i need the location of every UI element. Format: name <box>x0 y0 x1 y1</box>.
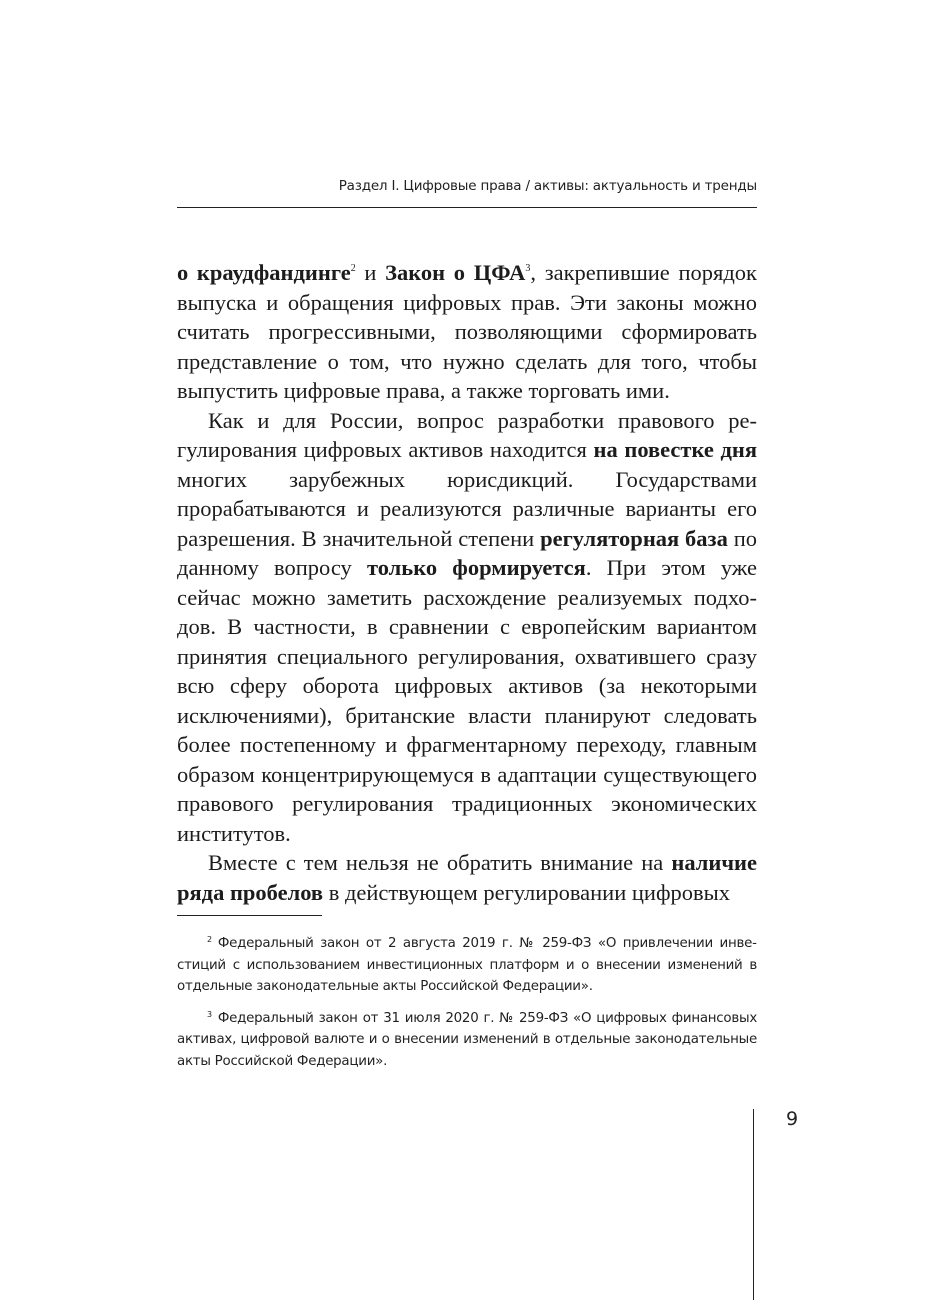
footnote-text: Федеральный закон от 2 августа 2019 г. № 259-ФЗ «О привлечении инвестиций с использованием инвестиционных платформ и о внесении изменений в отдельные законодательные акты Российской Федерации». <box>177 936 757 994</box>
running-header: Раздел I. Цифровые права / активы: актуальность и тренды <box>338 178 757 194</box>
footnote-mark: 2 <box>207 935 212 944</box>
text-run: . При этом уже сейчас можно заметить расхождение реализуемых подходов. В частности, в сравнении с европейским вариантом принятия специального регулирования, охватившего сразу всю сферу оборота цифровых активов (за некоторыми исключениями), британские власти планируют следовать более постепенному и фрагментарному переходу, главным образом концентрирующемуся в адаптации существующего правового регулирования традиционных экономических институтов. <box>177 555 758 846</box>
bold-phrase: регуляторная база <box>540 525 728 551</box>
footnote-3 <box>177 1008 757 1073</box>
bold-phrase: о краудфандинге <box>177 260 351 285</box>
footnote-ref: 2 <box>350 263 356 274</box>
bold-phrase: только формируется <box>366 555 586 580</box>
bold-phrase: на повестке дня <box>593 437 757 462</box>
footnote-ref: 3 <box>525 263 531 274</box>
footnote-2 <box>177 933 757 998</box>
text-run: и <box>355 260 386 285</box>
page-number: 9 <box>786 1108 799 1130</box>
text-run: в действующем регулировании цифровых <box>323 879 731 905</box>
paragraph-1 <box>177 258 757 406</box>
text-run: Как и для России, вопрос разработки правового регулирования цифровых активов находится <box>177 407 757 462</box>
text-run: , закрепившие порядок выпуска и обращения цифровых прав. Эти законы можно считать прогрессивными, позволяющими сформировать представление о том, что нужно сделать для того, чтобы выпустить цифровые права, а также торговать ими. <box>177 260 757 403</box>
text-run: Вместе с тем нельзя не обратить внимание на <box>208 850 672 875</box>
text-run: по данному вопросу <box>177 525 758 580</box>
bold-phrase: Закон о ЦФА <box>385 260 526 285</box>
bold-phrase: наличие ряда пробелов <box>177 850 757 905</box>
main-text <box>177 258 757 907</box>
footnote-mark: 3 <box>207 1009 212 1019</box>
footnote-rule <box>177 915 322 916</box>
footnotes <box>177 933 757 1082</box>
paragraph-3 <box>177 848 757 907</box>
header-rule <box>177 207 757 208</box>
text-run: многих зарубежных юрисдикций. Государствами прорабатываются и реализуются различные варианты его разрешения. В значительной степени <box>177 466 757 551</box>
footnote-text: Федеральный закон от 31 июля 2020 г. № 259-ФЗ «О цифровых финансовых активах, цифровой валюте и о внесении изменений в отдельные законодательные акты Российской Федерации». <box>177 1010 757 1069</box>
paragraph-2 <box>177 406 757 849</box>
page-number-rule <box>753 1109 754 1300</box>
